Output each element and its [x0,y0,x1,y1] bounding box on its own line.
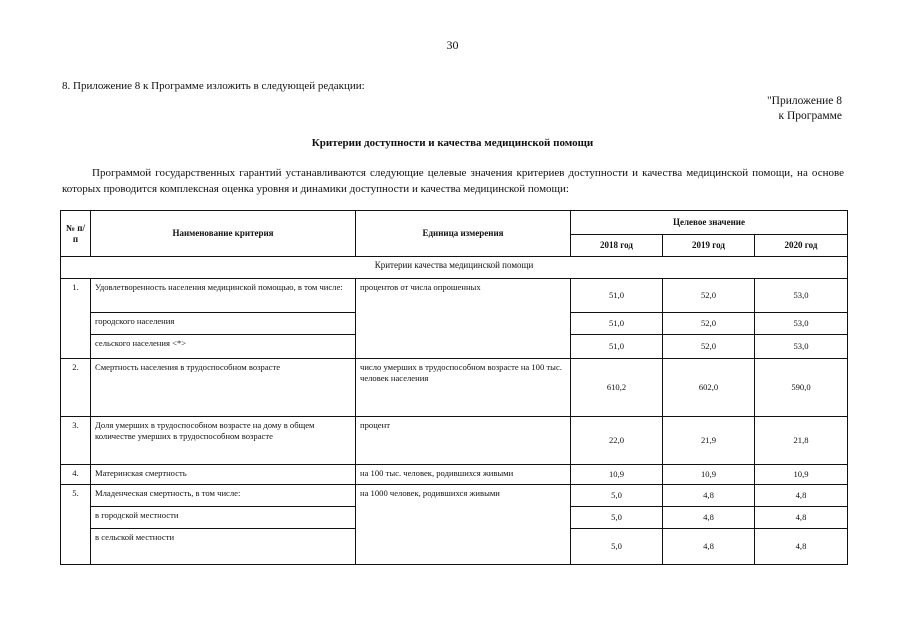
row-value-2020: 4,8 [755,485,848,507]
row-value-2018: 10,9 [571,465,663,485]
header-year-2018: 2018 год [571,235,663,257]
row-value-2019: 52,0 [663,279,755,313]
row-value-2020: 53,0 [755,335,848,359]
appendix-reference [767,94,842,124]
row-value-2019: 10,9 [663,465,755,485]
row-value-2019: 52,0 [663,313,755,335]
row-num: 2. [61,359,91,417]
header-unit: Единица измерения [356,211,571,257]
row-unit: процент [356,417,571,465]
row-unit: на 100 тыс. человек, родившихся живыми [356,465,571,485]
row-value-2018: 5,0 [571,485,663,507]
row-num: 1. [61,279,91,359]
criteria-table [60,210,848,565]
row-name: Младенческая смертность, в том числе: [91,485,356,507]
row-name: Смертность населения в трудоспособном возрасте [91,359,356,417]
section-title: Критерии качества медицинской помощи [61,257,848,279]
row-value-2020: 4,8 [755,507,848,529]
table-header-row [61,211,848,235]
table-row [61,279,848,313]
page-number: 30 [446,38,459,52]
row-unit: число умерших в трудоспособном возрасте на 100 тыс. человек населения [356,359,571,417]
row-value-2020: 53,0 [755,313,848,335]
row-value-2020: 21,8 [755,417,848,465]
document-title: Критерии доступности и качества медицинской помощи [311,137,594,149]
preamble-paragraph: Программой государственных гарантий устанавливаются следующие целевые значения критериев доступности и качества медицинской помощи, на основе которых проводится комплексная оценка уровня и динамики доступности и качества медицинской помощи: [62,167,844,195]
row-value-2020: 4,8 [755,529,848,565]
appendix-ref-line-1: "Приложение 8 [766,95,842,107]
row-name: городского населения [91,313,356,335]
row-value-2019: 52,0 [663,335,755,359]
row-value-2020: 590,0 [755,359,848,417]
row-unit: процентов от числа опрошенных [356,279,571,359]
row-value-2019: 4,8 [663,485,755,507]
row-name: сельского населения <*> [91,335,356,359]
header-year-2019: 2019 год [663,235,755,257]
row-num: 5. [61,485,91,565]
row-num: 3. [61,417,91,465]
row-name: в сельской местности [91,529,356,565]
row-value-2019: 4,8 [663,529,755,565]
row-name: Доля умерших в трудоспособном возрасте на дому в общем количестве умерших в трудоспособном возрасте [91,417,356,465]
header-num: № п/п [61,211,91,257]
row-value-2018: 610,2 [571,359,663,417]
row-value-2018: 51,0 [571,335,663,359]
row-name: Материнская смертность [91,465,356,485]
row-value-2018: 51,0 [571,279,663,313]
row-value-2018: 5,0 [571,507,663,529]
row-value-2019: 602,0 [663,359,755,417]
header-target-value: Целевое значение [571,211,848,235]
intro-line: 8. Приложение 8 к Программе изложить в следующей редакции: [62,80,365,92]
section-row [61,257,848,279]
row-value-2018: 22,0 [571,417,663,465]
row-name: в городской местности [91,507,356,529]
row-value-2019: 21,9 [663,417,755,465]
table-row [61,465,848,485]
row-value-2018: 5,0 [571,529,663,565]
appendix-ref-line-2: к Программе [778,110,842,122]
header-year-2020: 2020 год [755,235,848,257]
row-name: Удовлетворенность населения медицинской помощью, в том числе: [91,279,356,313]
row-value-2019: 4,8 [663,507,755,529]
table-row [61,359,848,417]
header-name: Наименование критерия [91,211,356,257]
table-row [61,485,848,507]
row-value-2020: 53,0 [755,279,848,313]
row-num: 4. [61,465,91,485]
row-unit: на 1000 человек, родившихся живыми [356,485,571,565]
table-row [61,417,848,465]
row-value-2018: 51,0 [571,313,663,335]
row-value-2020: 10,9 [755,465,848,485]
